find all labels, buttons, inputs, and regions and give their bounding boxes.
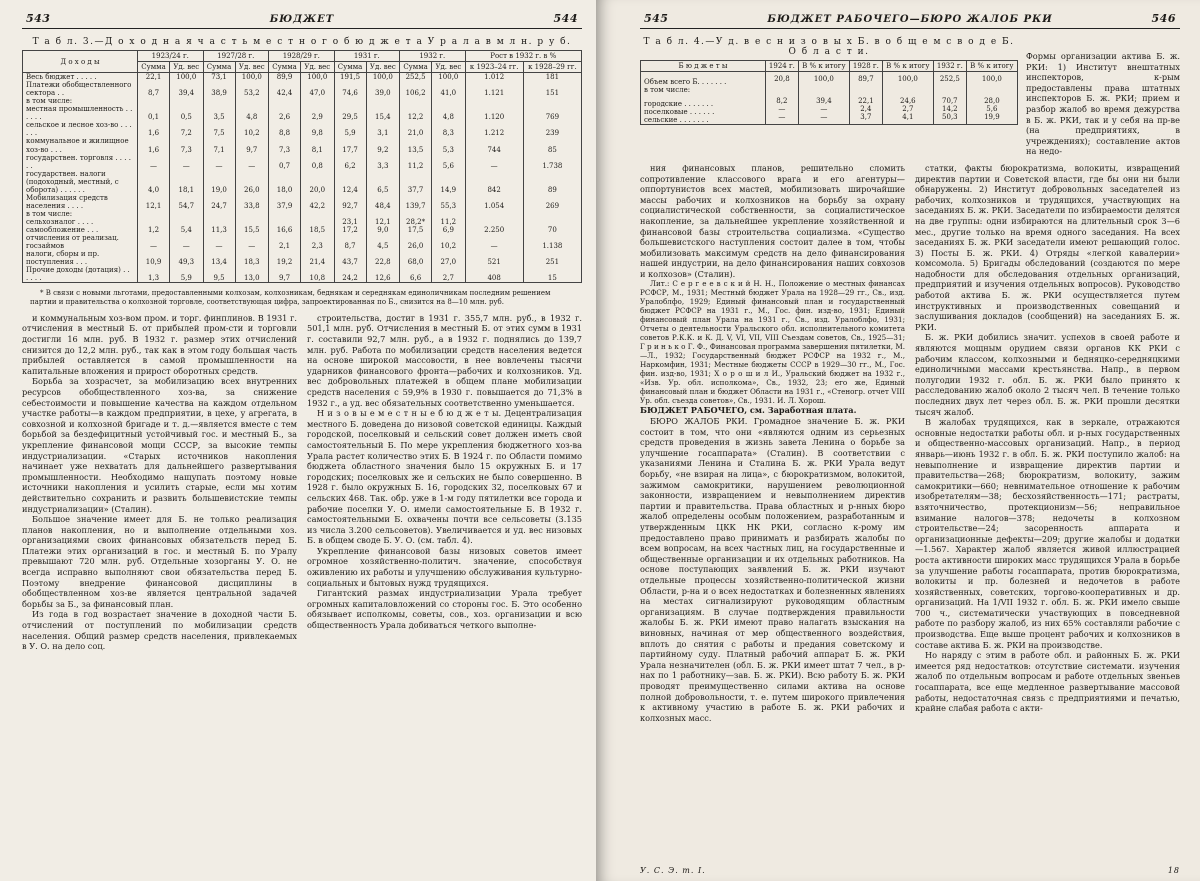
col-header-dohody: Д о х о д ы (23, 51, 138, 73)
table-cell: 48,4 (366, 194, 399, 210)
running-header (22, 10, 582, 29)
table-cell: 7,3 (170, 137, 203, 153)
table-cell (465, 97, 523, 105)
table-row (23, 250, 582, 266)
table-cell: 28,0 5,6 19,9 (966, 94, 1017, 125)
table-cell: 20,8 (766, 72, 799, 87)
text-column-1 (22, 313, 297, 652)
running-head-title: БЮДЖЕТ (269, 14, 335, 25)
table-row (23, 170, 582, 194)
table-cell: 151 (523, 81, 581, 97)
table-row (23, 218, 582, 234)
table-cell: 6,2 (334, 154, 366, 170)
table-cell: 252,5 (400, 73, 432, 82)
table-cell: 8,8 (269, 121, 301, 137)
table-cell: 239 (523, 121, 581, 137)
table-cell: 37,9 (269, 194, 301, 210)
col-header: В % к итогу (882, 61, 933, 72)
table-cell: 22,1 2,4 3,7 (849, 94, 882, 125)
page-number-left: 545 (644, 12, 669, 25)
table-cell (269, 97, 301, 105)
local-budgets-table (640, 60, 1018, 125)
table-cell: 10,2 (235, 121, 268, 137)
table-cell: — (465, 154, 523, 170)
table-cell (966, 86, 1017, 94)
table-row (23, 81, 582, 97)
table-cell (400, 210, 432, 218)
table-cell: — (235, 154, 268, 170)
body-columns (22, 313, 582, 652)
table-cell: 24,2 (334, 266, 366, 283)
table-cell (334, 210, 366, 218)
col-header-year: 1932 г. (400, 51, 466, 62)
table-cell (400, 97, 432, 105)
paragraph: Но наряду с этим в работе обл. и районных Б. ж. РКИ имеется ряд недостатков: отсутствие системати. изучения жалоб по отдельным вопросам и работе отдельных звеньев госаппарата, все еще медленное развертывание массовой работы, недостаточная связь с предприятиями и печатью, крайне слабая работа с акти- (915, 650, 1180, 714)
paragraph: статки, факты бюрократизма, волокиты, извращений директив партии и Советской власти, где бы они ни были обнаружены. 2) Институт добровольных заседателей из рабочих, колхозников и трудящихся, участвующих на заседаниях Б. ж. РКИ. Заседатели по избираемости делятся на две группы: одни избираются на длительный срок 3—6 мес., другие только на время одного заседания. На всех заседаниях Б. ж. РКИ заседатели имеют решающий голос. 3) Посты Б. ж. РКИ. 4) Отряды «легкой кавалерии» комсомола. 5) Бригады обследований (создаются по мере надобности для обследования отдельных организаций, предприятий и изучения отдельных вопросов). Руководство работой актива Б. ж. РКИ осуществляется путем инструктивных и производственных совещаний и заслушивания докладов (сообщений) на заседаниях Б. ж. РКИ. (915, 162, 1180, 332)
table-cell: — (203, 154, 235, 170)
table-cell (465, 210, 523, 218)
table-row (641, 72, 1018, 87)
table-cell: 5,9 (334, 121, 366, 137)
side-paragraph: Формы организации актива Б. ж. РКИ: 1) Институт внештатных инспекторов, к-рым предоставлены права штатных инспекторов Б. ж. РКИ; прием и разбор жалоб во время дежурства в Б. ж. РКИ, так и у себя на пр-ве (на предприятиях, в учреждениях); составление актов на недо- (1026, 51, 1180, 157)
table-cell: 15 (523, 266, 581, 283)
row-label: государствен. налоги (подоходный, местный, с оборота) . . . . . . (23, 170, 138, 194)
paragraph: строительства, достиг в 1931 г. 355,7 млн. руб., в 1932 г. 501,1 млн. руб. Отчисления в местный Б. от этих сумм в 1931 г. составили 92,7 млн. руб., а в 1932 г. поднялись до 139,7 млн. руб. Работа по мобилизации средств населения ведется на основе широкой массовости, в нее вовлечены тысячи ударников финансового фронта—рабочих и колхозников. Уд. вес добровольных платежей в общем плане мобилизации средств населения с 59,9% в 1930 г. повышается до 71,3% в 1932 г., а уд. вес обязательных соответственно уменьшается. (307, 312, 582, 408)
table-cell: 33,8 (235, 194, 268, 210)
table-cell (432, 210, 465, 218)
left-page (0, 0, 596, 881)
table-cell: — (170, 234, 203, 250)
row-label: отчисления от реализац. госзаймов (23, 234, 138, 250)
col-header-growth: Рост в 1932 г. в % (465, 51, 581, 62)
table-cell (334, 97, 366, 105)
table-cell: 5,9 (170, 266, 203, 283)
row-label: налоги, сборы и пр. поступления . . . (23, 250, 138, 266)
table-cell: 5,4 (170, 218, 203, 234)
table-cell: 89 (523, 170, 581, 194)
paragraph: В жалобах трудящихся, как в зеркале, отражаются основные недостатки работы обл. и р-ных государственных и общественно-массовых организаций. Напр., в период январь—июнь 1932 г. в обл. Б. ж. РКИ поступило жалоб: на невыполнение и извращение директив партии и правительства—268; бюрократизм, волокиту, зажим самокритики—660; невнимательное отношение к рабочим изобретателям—38; бесхозяйственность—171; растраты, взяточничество, протекционизм—56; неправильное взимание налогов—378; недочеты в колхозном строительстве—24; засоренность аппарата и организационные дефекты—209; другие жалобы и додатки—1.567. Характер жалоб является живой иллюстрацией роста активности широких масс трудящихся Урала в борьбе за улучшение работы госаппарата, против бюрократизма, волокиты и пр. болезней и недочетов в работе хозяйственных, советских, торгово-кооперативных и др. организаций. На 1/VII 1932 г. обл. Б. ж. РКИ имело свыше 700 ч., систематически участвующих в повседневной работе по разбору жалоб, из них 65% составляли рабочие с производства. Еще выше процент рабочих и колхозников в составе актива Б. ж. РКИ на производстве. (915, 417, 1180, 650)
table-cell: 2,9 (301, 105, 334, 121)
table-cell (138, 210, 170, 218)
table-cell: 1.012 (465, 73, 523, 82)
table-cell: 1,2 (138, 218, 170, 234)
table-cell: 18,3 (235, 250, 268, 266)
table-cell: 18,5 (301, 218, 334, 234)
table-cell: 9,7 (235, 137, 268, 153)
col-header: 1932 г. (933, 61, 966, 72)
table-row (23, 97, 582, 105)
row-label: в том числе: (23, 97, 138, 105)
table-cell: 181 (523, 73, 581, 82)
revenue-table-body (23, 73, 582, 283)
revenue-table (22, 50, 582, 283)
page-number-right: 546 (1151, 12, 1176, 25)
table-cell: 9,7 (269, 266, 301, 283)
table-cell: 24,7 (203, 194, 235, 210)
table-4-block (640, 29, 1018, 157)
row-label: городские . . . . . . . поселковые . . . . . . сельские . . . . . . . (641, 94, 766, 125)
table-cell: 4,8 (432, 105, 465, 121)
page-footer (640, 866, 1180, 875)
table-cell: 10,2 (432, 234, 465, 250)
paragraph: БЮРО ЖАЛОБ РКИ. Громадное значение Б. ж. РКИ состоит в том, что они «являются одним из серьезных средств проведения в жизнь завета Ленина о борьбе за улучшение госаппарата» (Сталин). В соответствии с указаниями Ленина и Сталина Б. ж. РКИ Урала ведут борьбу, «не взирая на лица», с бюрократизмом, волокитой, зажимом самокритики, нарушением революционной законности, извращением и невыполнением директив партии и правительства. Права областных и р-нных бюро жалоб определены особым положением, разработанным и утвержденным ЦКК НК РКИ, согласно к-рому им предоставлено право принимать и разбирать жалобы по всем вопросам, на всех частных лиц, на государственные и общественные организации и их отдельных работников. На основе поступающих заявлений Б. ж. РКИ изучают отдельные процессы хозяйственно-политической жизни Области, р-на и о всех недостатках и болезненных явлениях на местах сигнализируют руководящим областным организациям. В случае подтверждения правильности жалобы Б. ж. РКИ имеют право налагать взыскания на виновных, начиная от мер общественного воздействия, вплоть до снятия с работы и предания советскому и партийному суду. Платный рабочий аппарат Б. ж. РКИ Урала незначителен (обл. Б. ж. РКИ имеет штат 7 чел., в р-нах по 1 работнику—зав. Б. ж. РКИ). Всю работу Б. ж. РКИ проводят преимущественно силами актива на основе полной добровольности, т. е. путем широкого привлечения к активному участию в работе Б. ж. РКИ рабочих и колхозных масс. (640, 416, 905, 723)
col-header-year: 1931 г. (334, 51, 400, 62)
table-cell: 85 (523, 137, 581, 153)
sub-header-ud: Уд. вес (366, 62, 399, 73)
col-header-year: 1923/24 г. (138, 51, 204, 62)
table-cell: 92,7 (334, 194, 366, 210)
paragraph: Борьба за хозрасчет, за мобилизацию всех внутренних ресурсов обобществленного хоз-ва, за снижение себестоимости и повышение качества на каждом отдельном участке работы—в каждом предприятии, в цехе, у агрегата, в совхозной и колхозной бригаде и т. д.—является вместе с тем борьбой за бездефицитный устойчивый гос. и местный Б., за укрепление финансовой мощи СССР, за высокие темпы индустриализации. «Старых источников накопления начинает уже нехватать для дальнейшего развертывания промышленности. Необходимо нащупать поэтому новые источники накопления и усилить старые, если мы хотим действительно сохранить и развить большевистские темпы индустриализации» (Сталин). (22, 376, 297, 514)
table-cell: 0,1 (138, 105, 170, 121)
table-cell: 21,0 (400, 121, 432, 137)
paragraph: Из года в год возрастает значение в доходной части Б. отчислений от поступлений по мобилизации средств населения. Общий размер средств населения, привлекаемых в У. О. на дело соц. (22, 609, 297, 652)
table-cell: — (203, 234, 235, 250)
table-cell: 55,3 (432, 194, 465, 210)
table-cell (203, 97, 235, 105)
table-caption: Т а б л. 4.—У д. в е с н и з о в ы х Б. в о б щ е м с в о д е Б. О б л а с т и. (643, 37, 1015, 57)
text-column-2 (915, 163, 1180, 723)
table-cell (301, 210, 334, 218)
row-label: коммунальное и жилищное хоз-во . . . (23, 137, 138, 153)
table-row (23, 154, 582, 170)
table-cell (849, 86, 882, 94)
paragraph: ния финансовых планов, решительно сломить сопротивление классового врага и его агентуры—оппортунистов всех мастей, мобилизовать широчайшие массы рабочих и колхозников на борьбу за охрану социалистической собственности, за социалистическое накопление, за дальнейшее укрепление хозяйственной и финансовой базы строительства социализма. «Существо большевистского наступления состоит далее в том, чтобы мобилизовать максимум средств на дело финансирования нашей индустрии, на дело финансирования наших совхозов и колхозов» (Сталин). (640, 162, 905, 279)
table-cell: 4,0 (138, 170, 170, 194)
table-cell: 5,6 (432, 154, 465, 170)
table-cell: 37,7 (400, 170, 432, 194)
entry-heading: БЮДЖЕТ РАБОЧЕГО, см. Заработная плата. (640, 405, 857, 416)
table-cell: — (465, 234, 523, 250)
row-label: Объем всего Б. . . . . . . (641, 72, 766, 87)
table-cell (366, 97, 399, 105)
table-cell: 89,9 (269, 73, 301, 82)
table-row (23, 137, 582, 153)
table-cell: 12,4 (334, 170, 366, 194)
table-cell: 100,0 (882, 72, 933, 87)
table-cell (933, 86, 966, 94)
row-label: местная промышленность . . . . . . (23, 105, 138, 121)
table-cell: 0,7 (269, 154, 301, 170)
paragraph: Укрепление финансовой базы низовых советов имеет огромное хозяйственно-политич. значение, способствуя оживлению их работы и улучшению обслуживания культурно-социальных и бытовых нужд трудящихся. (307, 545, 582, 588)
table-cell: 1.212 (465, 121, 523, 137)
table-row (23, 234, 582, 250)
table-cell: 22,8 (366, 250, 399, 266)
table-cell: 28,2* 17,5 (400, 218, 432, 234)
table-cell: 1,3 (138, 266, 170, 283)
col-header: В % к итогу (798, 61, 849, 72)
table-cell: 100,0 (432, 73, 465, 82)
table-cell (269, 210, 301, 218)
sub-header-ud: Уд. вес (170, 62, 203, 73)
row-label: в том числе: (641, 86, 766, 94)
table-cell: 2.250 (465, 218, 523, 234)
table-cell (432, 97, 465, 105)
row-label: Платежи обобществленного сектора . . (23, 81, 138, 97)
table-cell: 39,4 — — (798, 94, 849, 125)
table-cell: 14,9 (432, 170, 465, 194)
footer-sheet-number: 18 (1167, 866, 1180, 875)
running-head-title: БЮДЖЕТ РАБОЧЕГО—БЮРО ЖАЛОБ РКИ (767, 14, 1053, 25)
table-cell: 13,0 (235, 266, 268, 283)
footer-signature: У. С. Э. т. I. (640, 866, 706, 875)
table-cell: 21,4 (301, 250, 334, 266)
table-cell: 27,0 (432, 250, 465, 266)
column-text (640, 163, 905, 280)
table-cell: 4,5 (366, 234, 399, 250)
table-cell: 2,7 (432, 266, 465, 283)
table-cell: 269 (523, 194, 581, 210)
sub-header-sum: Сумма (400, 62, 432, 73)
table-cell: 39,4 (170, 81, 203, 97)
table-cell: 100,0 (170, 73, 203, 82)
table-row (641, 86, 1018, 94)
row-label: сельхозналог . . . . самообложение . . . (23, 218, 138, 234)
table-cell (203, 210, 235, 218)
table-cell: 9,2 (366, 137, 399, 153)
table-cell: 6,6 (400, 266, 432, 283)
table-cell: 6,5 (366, 170, 399, 194)
table-cell: 1.138 (523, 234, 581, 250)
sub-header-sum: Сумма (203, 62, 235, 73)
table-cell: — (138, 234, 170, 250)
table-cell: 100,0 (366, 73, 399, 82)
table-cell: 2,3 (301, 234, 334, 250)
table-cell: 12,6 (366, 266, 399, 283)
right-page (596, 0, 1200, 881)
row-label: сельское и лесное хоз-во . . . . . . (23, 121, 138, 137)
row-label: Прочие доходы (дотация) . . . . . . (23, 266, 138, 283)
table-cell: 74,6 (334, 81, 366, 97)
table-cell: 16,6 (269, 218, 301, 234)
table-cell: 1.738 (523, 154, 581, 170)
table-cell: 2,6 (269, 105, 301, 121)
table-cell: 3,3 (366, 154, 399, 170)
table-cell: 3,5 (203, 105, 235, 121)
table-cell: 0,8 (301, 154, 334, 170)
row-label: Весь бюджет . . . . . (23, 73, 138, 82)
table-cell: 39,0 (366, 81, 399, 97)
table-cell: 73,1 (203, 73, 235, 82)
table-cell: 42,4 (269, 81, 301, 97)
table-cell: 47,0 (301, 81, 334, 97)
table-cell: 7,3 (269, 137, 301, 153)
table-cell: — (235, 234, 268, 250)
table-cell: 100,0 (798, 72, 849, 87)
table-cell: 769 (523, 105, 581, 121)
table-cell: 22,1 (138, 73, 170, 82)
table-cell: 251 (523, 250, 581, 266)
text-column-1 (640, 163, 905, 723)
text-column-2 (307, 313, 582, 652)
col-header-year: 1927/28 г. (203, 51, 269, 62)
sub-header-sum: Сумма (138, 62, 170, 73)
col-header-year: 1928/29 г. (269, 51, 335, 62)
table-row (23, 194, 582, 210)
table-cell: 11,2 6,9 (432, 218, 465, 234)
sub-header-sum: Сумма (269, 62, 301, 73)
table-cell: 15,5 (235, 218, 268, 234)
table-header-row (641, 61, 1018, 72)
table-cell: 19,0 (203, 170, 235, 194)
table-cell: 26,0 (400, 234, 432, 250)
table-cell: 842 (465, 170, 523, 194)
table-cell: 5,3 (432, 137, 465, 153)
running-header (640, 10, 1180, 29)
table-cell: 10,9 (138, 250, 170, 266)
sub-header-sum: Сумма (334, 62, 366, 73)
table-cell: 7,5 (203, 121, 235, 137)
table-cell: 89,7 (849, 72, 882, 87)
paragraph: Б. ж. РКИ добились значит. успехов в своей работе и являются мощным орудием связи органов КК РКИ с рабочим классом, колхозными и бедняцко-середняцкими единоличными массами крестьянства. Напр., в первом полугодии 1932 г. обл. Б. ж. РКИ было принято к расследованию жалоб около 2 тысяч чел. В течение только последних двух лет через обл. Б. ж. РКИ прошли десятки тысяч жалоб. (915, 332, 1180, 417)
row-label: государствен. торговля . . . . . . (23, 154, 138, 170)
table-cell: 11,3 (203, 218, 235, 234)
page-number-left: 543 (26, 12, 51, 25)
col-header: 1928 г. (849, 61, 882, 72)
table-cell: 4,8 (235, 105, 268, 121)
table-cell: 8,2 — — (766, 94, 799, 125)
row-label: Мобилизация средств населения . . . . (23, 194, 138, 210)
table-cell: 20,0 (301, 170, 334, 194)
table-cell: 1.120 (465, 105, 523, 121)
table-cell: 19,2 (269, 250, 301, 266)
table-cell: 18,0 (269, 170, 301, 194)
table-cell: 70,7 14,2 50,3 (933, 94, 966, 125)
table-cell: 9,5 (203, 266, 235, 283)
sub-header-growth-1: к 1923–24 гг. (465, 62, 523, 73)
table-cell: 1,6 (138, 121, 170, 137)
table-cell (235, 97, 268, 105)
paragraph: Гигантский размах индустриализации Урала требует огромных капиталовложений со стороны гос. Б. Это особенно обязывает исполкомы, советы, сов., хоз. организации и всю общественность Урала добиваться четкого выполне- (307, 588, 582, 631)
table-cell (523, 97, 581, 105)
table-cell: 252,5 (933, 72, 966, 87)
table-cell: 15,4 (366, 105, 399, 121)
sub-header-growth-2: к 1928–29 гг. (523, 62, 581, 73)
table-cell (798, 86, 849, 94)
table-cell: 12,1 (138, 194, 170, 210)
side-text (1026, 51, 1180, 157)
table-cell: 24,6 2,7 4,1 (882, 94, 933, 125)
table-cell: 29,5 (334, 105, 366, 121)
table-cell: 38,9 (203, 81, 235, 97)
table-cell: 43,7 (334, 250, 366, 266)
table-cell (170, 97, 203, 105)
table-cell: 1.054 (465, 194, 523, 210)
table-cell: 54,7 (170, 194, 203, 210)
table-cell: 1.121 (465, 81, 523, 97)
table-cell: 100,0 (301, 73, 334, 82)
table-cell: 8,7 (138, 81, 170, 97)
table-cell: 8,7 (334, 234, 366, 250)
table-cell: 100,0 (235, 73, 268, 82)
table-row (23, 266, 582, 283)
table-cell: 17,7 (334, 137, 366, 153)
table-cell (523, 210, 581, 218)
page-number-right: 544 (553, 12, 578, 25)
column-text (640, 416, 905, 723)
table-cell: 70 (523, 218, 581, 234)
literature-list: Лит.: С е р г е е в с к и й Н. Н., Положение о местных финансах РСФСР, М., 1931; Местный бюджет Урала на 1928—29 гг., Св., изд. Уралоблфо, 1929; Единый финансовый план и государственный бюджет РСФСР на 1931 г., М., Гос. фин. изд-во, 1931; Единый финансовый план Урала на 1931 г., Св., изд. Уралоблфо, 1931; Отчеты о деятельности Уральского обл. исполнительного комитета советов Р.К.К. и К. Д. V, VI, VII, VIII Съездам советов, Св., 1925—31; Г р и н ь к о Г. Ф., Финансовая программа завершения пятилетки, М.—Л., 1932; Государственный бюджет РСФСР на 1932 г., М., Наркомфин, 1931; Местные бюджеты СССР в 1929—30 гг., М., Гос. фин. изд-во, 1931; Х о р о ш и л И., Уральский бюджет на 1932 г., «Изв. Ур. обл. исполкома», Св., 1932, 23; его же, Единый финансовый план и бюджет Области на 1931 г., «Стеногр. отчет VIII Ур. обл. съезда советов», Св., 1931. И. Л. Хорош. (640, 279, 905, 406)
table-cell (366, 210, 399, 218)
table-cell (301, 97, 334, 105)
table-cell (235, 210, 268, 218)
table-cell: 68,0 (400, 250, 432, 266)
paragraph: и коммунальным хоз-вом пром. и торг. финплинов. В 1931 г. отчисления в местный Б. от прибылей пром-сти и торговли достигли 16 млн. руб. В 1932 г. размер этих отчислений снизится до 12,2 млн. руб., так как в этом году большая часть прибылей оставляется в самой промышленности на капитальные вложения и прирост оборотных средств. (22, 312, 297, 376)
paragraph: Н и з о в ы е м е с т н ы е б ю д ж е т ы. Децентрализация местного Б. доведена до низовой советской единицы. Каждый городской, поселковый и сельский совет должен иметь свой самостоятельный Б. По мере укрепления бюджетного хоз-ва Урала растет количество этих Б. В 1924 г. по Области помимо бюджета областного значения было 15 окружных Б. и 17 городских; поселковых же и сельских не было совершенно. В 1928 г. было окружных Б. 16, городских 32, поселковых 67 и сельских 468. Так. обр. уже в 1-м году пятилетки все города и рабочие поселки У. О. имели самостоятельные Б. В 1932 г. самостоятельными Б. охвачены почти все сельсоветы (3.135 из числа 3.200 сельсоветов). Увеличивается и уд. вес низовых Б. в общем своде Б. У. О. (см. табл. 4). (307, 408, 582, 546)
table-cell: 12,1 9,0 (366, 218, 399, 234)
sub-header-ud: Уд. вес (235, 62, 268, 73)
table-cell (170, 210, 203, 218)
table-cell: 41,0 (432, 81, 465, 97)
table-cell: 744 (465, 137, 523, 153)
table-cell: 18,1 (170, 170, 203, 194)
table-cell: 106,2 (400, 81, 432, 97)
table-cell: — (138, 154, 170, 170)
table-cell: 191,5 (334, 73, 366, 82)
table-cell: 23,1 17,2 (334, 218, 366, 234)
table-cell: 7,1 (203, 137, 235, 153)
sub-header-ud: Уд. вес (301, 62, 334, 73)
table-cell: 8,1 (301, 137, 334, 153)
table-cell: 11,2 (400, 154, 432, 170)
table-cell: 26,0 (235, 170, 268, 194)
table-cell: 1,6 (138, 137, 170, 153)
table-cell: 53,2 (235, 81, 268, 97)
table-cell: 0,5 (170, 105, 203, 121)
col-header: В % к итогу (966, 61, 1017, 72)
table-cell: — (170, 154, 203, 170)
table-cell: 49,3 (170, 250, 203, 266)
table-cell: 3,1 (366, 121, 399, 137)
col-header: Б ю д ж е т ы (641, 61, 766, 72)
table-footnote: * В связи с новыми льготами, предоставленными колхозам, колхозникам, беднякам и середнякам единоличникам последним решением партии и правительства о колхозной торговле, соответствующая цифра, запроектированная по Б., снизится на 8—10 млн. руб. (30, 289, 551, 307)
table-cell (766, 86, 799, 94)
table-cell: 13,4 (203, 250, 235, 266)
table-cell (882, 86, 933, 94)
local-budgets-table-body (641, 72, 1018, 125)
table-cell: 12,2 (400, 105, 432, 121)
sub-header-ud: Уд. вес (432, 62, 465, 73)
table-cell: 408 (465, 266, 523, 283)
table-cell: 9,8 (301, 121, 334, 137)
table-row (23, 73, 582, 82)
table-cell: 42,2 (301, 194, 334, 210)
table-cell (138, 97, 170, 105)
table-cell: 100,0 (966, 72, 1017, 87)
row-label: в том числе: (23, 210, 138, 218)
table-cell: 521 (465, 250, 523, 266)
paragraph: Большое значение имеет для Б. не только реализация планов накопления, но и выполнение отдельными хоз. организациями своих финансовых обязательств перед Б. Платежи этих организаций в гос. и местный Б. по Уралу превышают 720 млн. руб. Отдельные хозорганы У. О. не всегда исправно выполняют свои обязательства перед Б. Поэтому внедрение финансовой дисциплины в обобществленном хоз-ве является центральной задачей борьбы за Б., за финансовый план. (22, 514, 297, 609)
table-cell: 10,8 (301, 266, 334, 283)
table-cell: 8,3 (432, 121, 465, 137)
table-cell: 139,7 (400, 194, 432, 210)
table-row (641, 94, 1018, 125)
body-columns (640, 163, 1180, 723)
table-row (23, 210, 582, 218)
table-row (23, 105, 582, 121)
top-block (640, 29, 1180, 157)
table-caption: Т а б л. 3.—Д о х о д н а я ч а с т ь м е с т н о г о б ю д ж е т а У р а л а в м л н. р у б. (32, 37, 572, 47)
col-header: 1924 г. (766, 61, 799, 72)
table-cell: 7,2 (170, 121, 203, 137)
table-cell: 13,5 (400, 137, 432, 153)
table-cell: 2,1 (269, 234, 301, 250)
table-row (23, 121, 582, 137)
